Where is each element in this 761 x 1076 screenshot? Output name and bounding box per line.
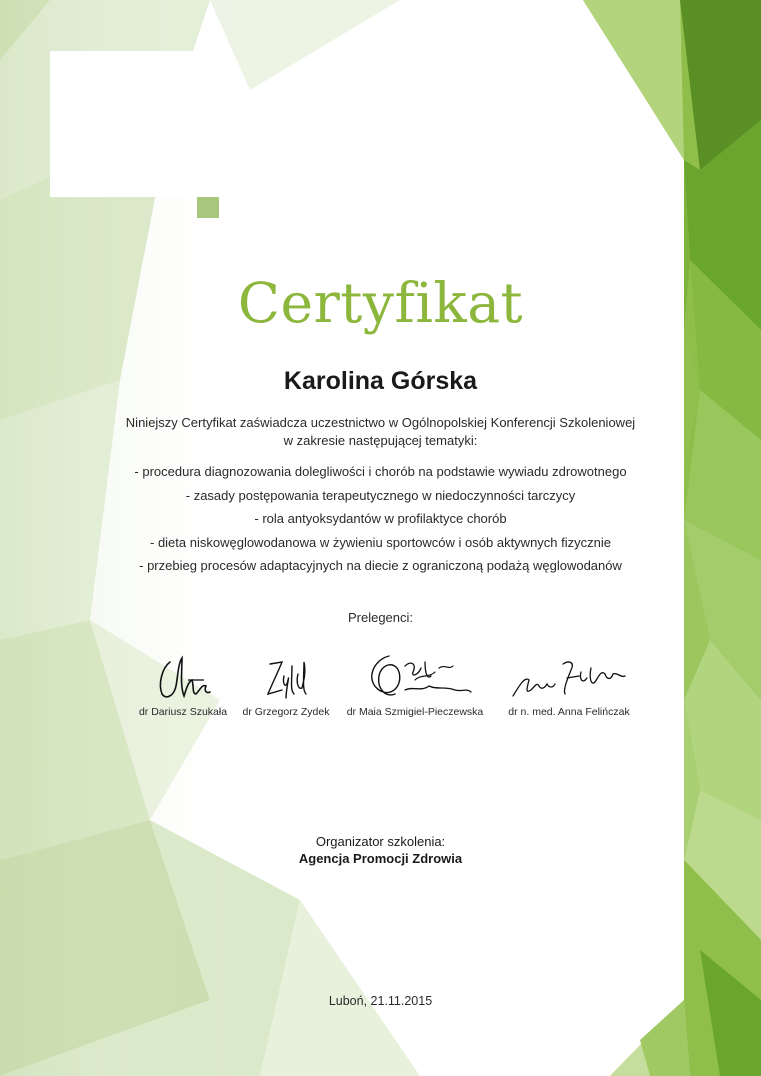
logo-accent-square [197, 197, 219, 218]
signature-2 [256, 650, 316, 706]
signature-4 [509, 650, 629, 706]
speaker-name: dr n. med. Anna Felińczak [508, 706, 630, 718]
signature-3 [355, 650, 475, 706]
speaker-name: dr Maia Szmigiel-Pieczewska [346, 706, 484, 718]
topic-item: - procedura diagnozowania dolegliwości i chorób na podstawie wywiadu zdrowotnego [134, 464, 627, 479]
topic-item: - zasady postępowania terapeutycznego w niedoczynności tarczycy [185, 487, 576, 503]
speakers-label: Prelegenci: [347, 610, 414, 625]
organizer-name: Agencja Promocji Zdrowia [298, 851, 463, 866]
speaker-name: dr Dariusz Szukała [138, 706, 228, 718]
topics-list [115, 460, 646, 578]
intro-line-1: Niniejszy Certyfikat zaświadcza uczestnictwo w Ogólnopolskiej Konferencji Szkoleniowej [125, 415, 636, 430]
speaker-name: dr Grzegorz Zydek [242, 706, 330, 718]
certificate-title: Certyfikat [237, 271, 524, 335]
speaker-2 [228, 650, 344, 718]
recipient-name: Karolina Górska [283, 367, 478, 395]
intro-line-2: w zakresie następującej tematyki: [283, 433, 478, 448]
place-date: Luboń, 21.11.2015 [328, 994, 433, 1008]
speaker-4 [499, 650, 639, 718]
topic-item: - rola antyoksydantów w profilaktyce chorób [254, 511, 507, 526]
topic-item: - przebieg procesów adaptacyjnych na diecie z ograniczoną podażą węglowodanów [139, 558, 622, 573]
signature-1 [148, 650, 218, 706]
topic-item: - dieta niskowęglowodanowa w żywieniu sportowców i osób aktywnych fizycznie [150, 534, 611, 550]
certificate-intro [115, 414, 646, 450]
organizer-label: Organizator szkolenia: [315, 834, 446, 849]
logo-placeholder [50, 51, 204, 197]
speaker-3 [345, 650, 485, 718]
speaker-1 [123, 650, 243, 718]
